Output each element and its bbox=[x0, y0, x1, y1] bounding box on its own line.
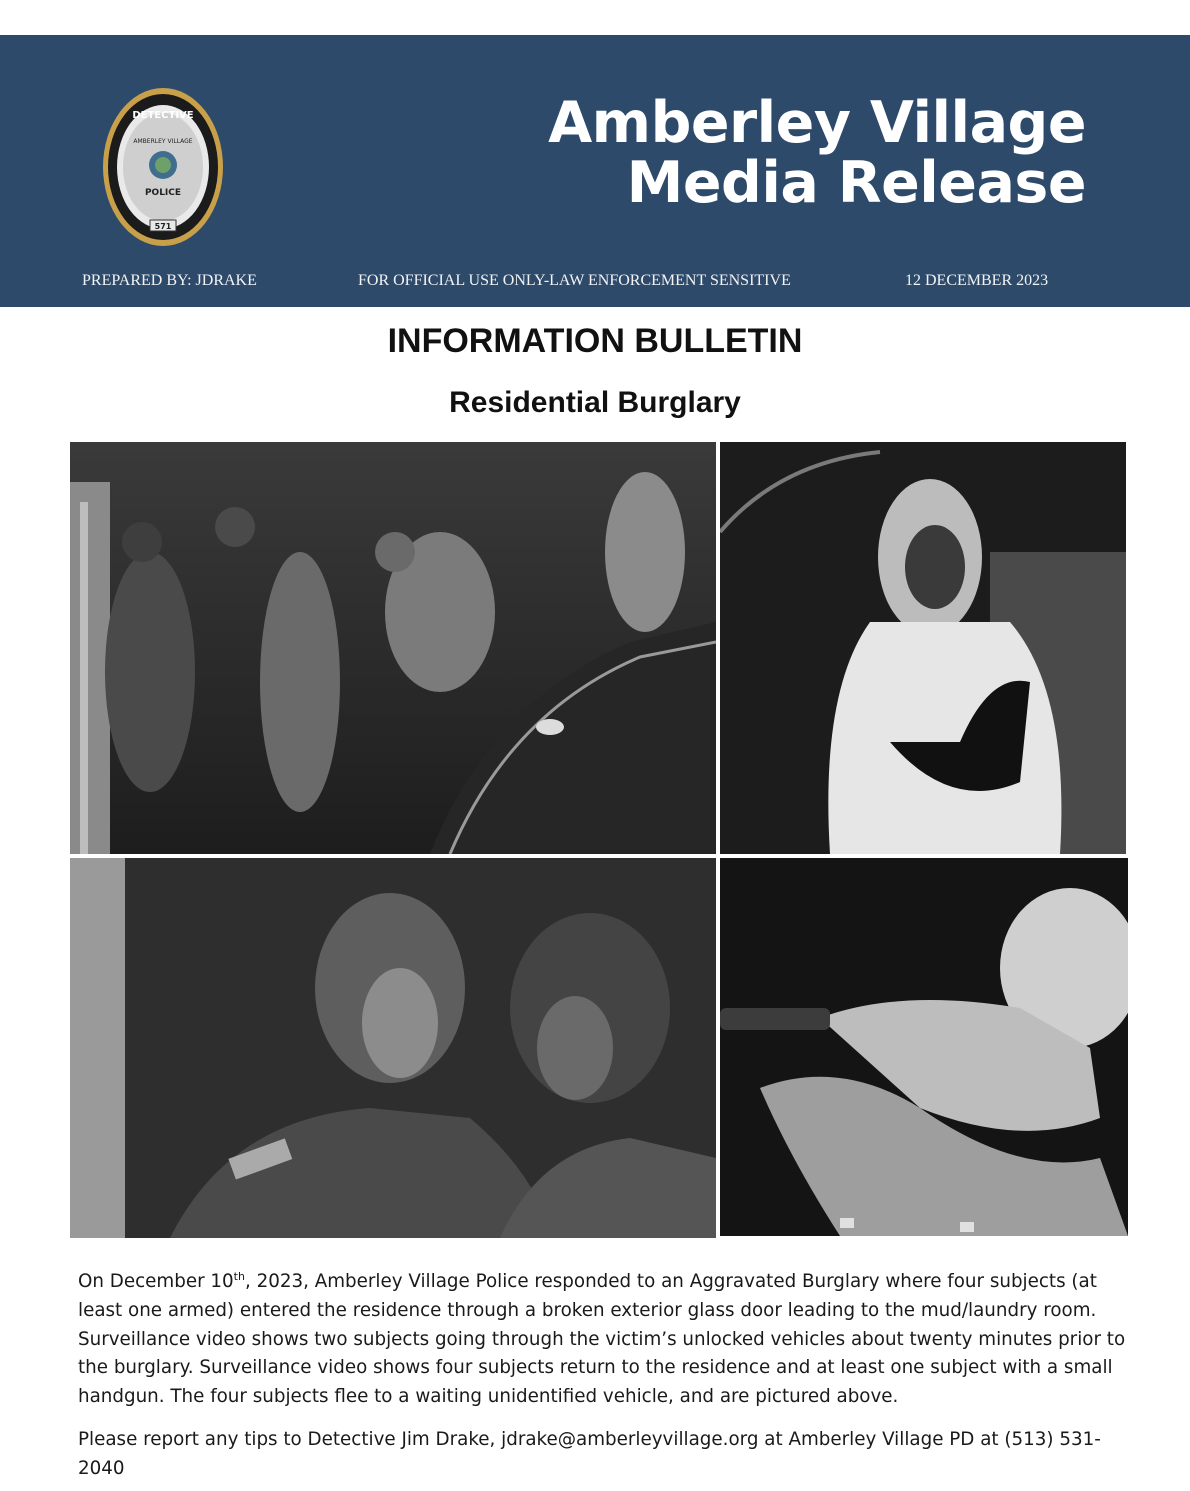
surveillance-photo-2 bbox=[720, 442, 1126, 854]
bulletin-title: INFORMATION BULLETIN bbox=[387, 322, 803, 360]
badge-top-text: DETECTIVE bbox=[132, 110, 194, 121]
surveillance-photo-3 bbox=[70, 858, 716, 1238]
bulletin-subtitle: Residential Burglary bbox=[449, 386, 741, 419]
badge-bottom-text: POLICE bbox=[144, 188, 182, 198]
title-line-2: Media Release bbox=[626, 150, 1086, 216]
narrative-part-1: On December 10 bbox=[78, 1271, 234, 1292]
title-line-1: Amberley Village bbox=[548, 90, 1086, 156]
police-badge-icon bbox=[100, 85, 226, 249]
incident-narrative bbox=[78, 1268, 1138, 1412]
badge-ring-text: AMBERLEY VILLAGE bbox=[133, 138, 193, 145]
surveillance-photo-4 bbox=[720, 858, 1128, 1236]
narrative-ordinal: th bbox=[233, 1269, 245, 1283]
prepared-by: PREPARED BY: JDRAKE bbox=[82, 272, 257, 289]
surveillance-photo-1 bbox=[70, 442, 716, 854]
release-title bbox=[548, 90, 1086, 216]
classification: FOR OFFICIAL USE ONLY-LAW ENFORCEMENT SENSITIVE bbox=[358, 272, 791, 289]
release-date: 12 DECEMBER 2023 bbox=[905, 272, 1049, 289]
badge-number: 571 bbox=[154, 222, 172, 231]
narrative-part-2: , 2023, Amberley Village Police responded to an Aggravated Burglary where four subjects (at least one armed) entered the residence through a broken exterior glass door leading to the mud/laundry room. Surveillance video shows two subjects going through the victim’s unlocked vehicles about twenty minutes prior to the burglary. Surveillance video shows four subjects return to the residence and at least one subject with a small handgun. The four subjects flee to a waiting unidentified vehicle, and are pictured above. bbox=[78, 1271, 1126, 1408]
header-banner bbox=[0, 35, 1190, 307]
tips-contact: Please report any tips to Detective Jim Drake, jdrake@amberleyvillage.org at Amberley Village PD at (513) 531-2040 bbox=[78, 1429, 1101, 1479]
